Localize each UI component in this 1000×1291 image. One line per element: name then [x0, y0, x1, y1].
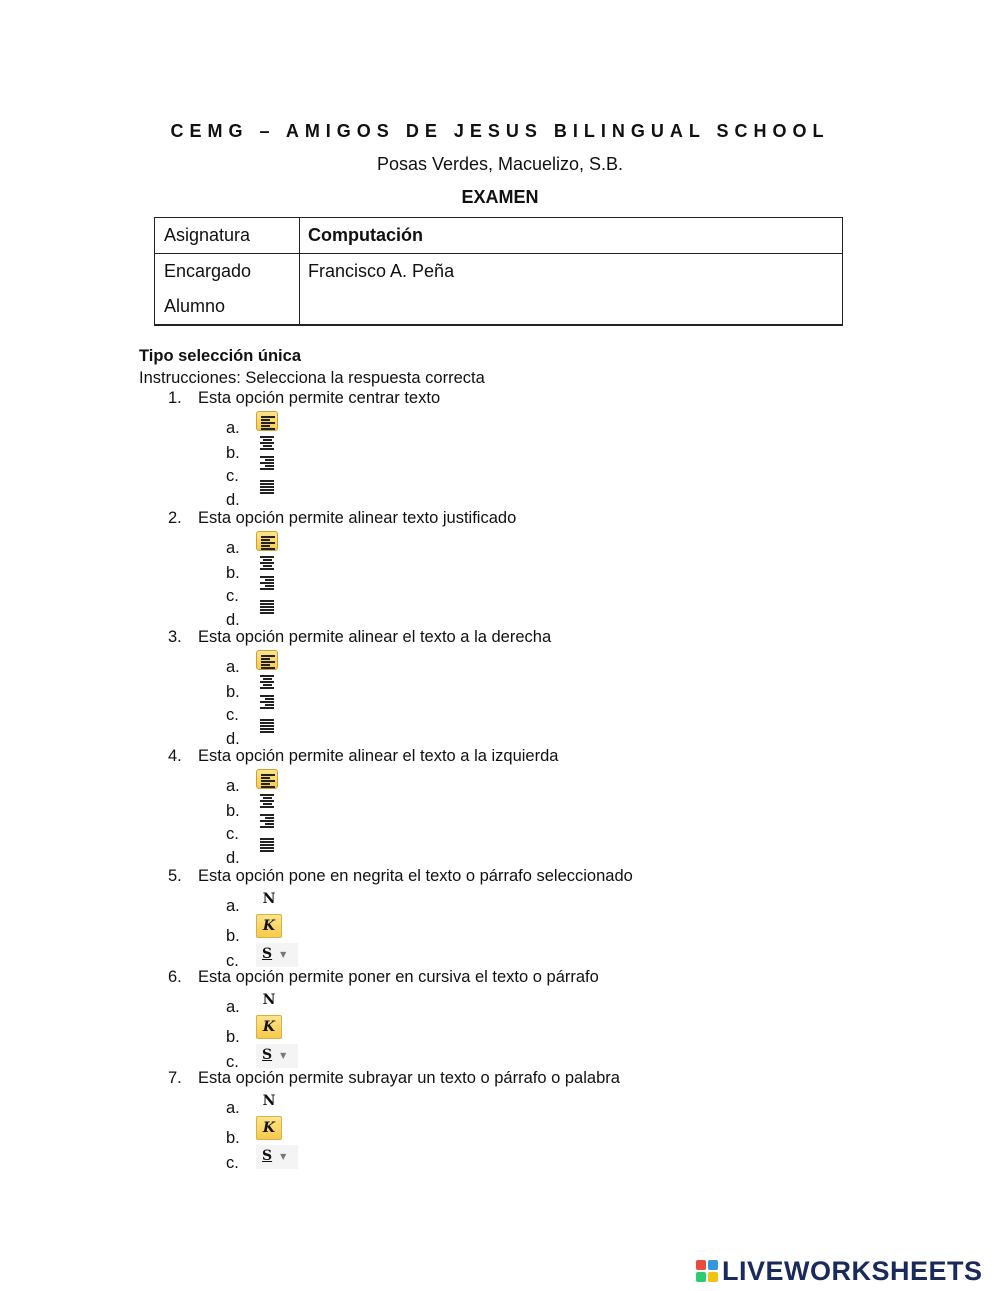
- align-center-icon[interactable]: [256, 671, 278, 691]
- option-label[interactable]: c.: [226, 1053, 239, 1071]
- justify-icon[interactable]: [256, 596, 278, 616]
- align-center-icon[interactable]: [256, 432, 278, 452]
- option-label[interactable]: b.: [226, 927, 240, 945]
- student-label: Alumno: [164, 296, 226, 316]
- underline-icon[interactable]: S ▼: [256, 1145, 298, 1169]
- underline-icon[interactable]: S ▼: [256, 1044, 298, 1068]
- option-label[interactable]: c.: [226, 467, 239, 485]
- option-label[interactable]: d.: [226, 611, 240, 629]
- option-label[interactable]: c.: [226, 825, 239, 843]
- align-left-icon[interactable]: [256, 411, 278, 431]
- question-text: Esta opción pone en negrita el texto o párrafo seleccionado: [198, 867, 633, 885]
- question-text: Esta opción permite poner en cursiva el texto o párrafo: [198, 968, 599, 986]
- option-label[interactable]: a.: [226, 897, 240, 915]
- option-label[interactable]: b.: [226, 564, 240, 582]
- option-label[interactable]: a.: [226, 658, 240, 676]
- option-label[interactable]: c.: [226, 952, 239, 970]
- question-number: 7.: [168, 1069, 182, 1087]
- question-6: [168, 968, 599, 987]
- question-1: [168, 389, 440, 408]
- question-number: 5.: [168, 867, 182, 885]
- align-right-icon[interactable]: [256, 691, 278, 711]
- subject-value: Computación: [308, 225, 423, 245]
- question-7: [168, 1069, 620, 1088]
- subject-label: Asignatura: [164, 225, 251, 245]
- italic-icon[interactable]: K: [256, 914, 282, 938]
- align-center-icon[interactable]: [256, 552, 278, 572]
- question-text: Esta opción permite centrar texto: [198, 389, 441, 407]
- option-label[interactable]: c.: [226, 587, 239, 605]
- dropdown-caret-icon[interactable]: ▼: [280, 949, 287, 959]
- option-label[interactable]: b.: [226, 683, 240, 701]
- question-text: Esta opción permite subrayar un texto o párrafo o palabra: [198, 1069, 620, 1087]
- question-number: 3.: [168, 628, 182, 646]
- option-label[interactable]: a.: [226, 1099, 240, 1117]
- option-label[interactable]: c.: [226, 706, 239, 724]
- option-label[interactable]: a.: [226, 998, 240, 1016]
- question-number: 1.: [168, 389, 182, 407]
- dropdown-caret-icon[interactable]: ▼: [280, 1050, 287, 1060]
- option-label[interactable]: b.: [226, 444, 240, 462]
- dropdown-caret-icon[interactable]: ▼: [280, 1151, 287, 1161]
- school-location: Posas Verdes, Macuelizo, S.B.: [376, 154, 624, 174]
- align-right-icon[interactable]: [256, 810, 278, 830]
- underline-icon[interactable]: S ▼: [256, 943, 298, 967]
- align-left-icon[interactable]: [256, 769, 278, 789]
- school-name: CEMG – AMIGOS DE JESUS BILINGUAL SCHOOL: [170, 121, 830, 141]
- option-label[interactable]: a.: [226, 539, 240, 557]
- logo-blocks-icon: [696, 1260, 718, 1282]
- bold-icon[interactable]: N: [262, 992, 276, 1008]
- option-label[interactable]: c.: [226, 1154, 239, 1172]
- justify-icon[interactable]: [256, 715, 278, 735]
- bold-icon[interactable]: N: [262, 891, 276, 907]
- liveworksheets-logo: [696, 1256, 983, 1286]
- align-left-icon[interactable]: [256, 650, 278, 670]
- teacher-value: Francisco A. Peña: [308, 261, 455, 281]
- italic-icon[interactable]: K: [256, 1116, 282, 1140]
- align-right-icon[interactable]: [256, 572, 278, 592]
- info-table: [154, 217, 843, 326]
- italic-icon[interactable]: K: [256, 1015, 282, 1039]
- option-label[interactable]: d.: [226, 849, 240, 867]
- question-5: [168, 867, 633, 886]
- justify-icon[interactable]: [256, 834, 278, 854]
- teacher-label: Encargado: [164, 261, 252, 281]
- option-label[interactable]: b.: [226, 1028, 240, 1046]
- question-3: [168, 628, 551, 647]
- option-label[interactable]: a.: [226, 777, 240, 795]
- option-label[interactable]: d.: [226, 491, 240, 509]
- option-label[interactable]: b.: [226, 1129, 240, 1147]
- question-number: 2.: [168, 509, 182, 527]
- option-label[interactable]: a.: [226, 419, 240, 437]
- question-4: [168, 747, 558, 766]
- align-right-icon[interactable]: [256, 452, 278, 472]
- question-number: 4.: [168, 747, 182, 765]
- option-label[interactable]: d.: [226, 730, 240, 748]
- exam-title: EXAMEN: [461, 187, 539, 207]
- section-title: Tipo selección única: [139, 347, 301, 365]
- justify-icon[interactable]: [256, 476, 278, 496]
- question-text: Esta opción permite alinear el texto a la izquierda: [198, 747, 559, 765]
- student-input[interactable]: [308, 296, 828, 318]
- option-label[interactable]: b.: [226, 802, 240, 820]
- align-center-icon[interactable]: [256, 790, 278, 810]
- bold-icon[interactable]: N: [262, 1093, 276, 1109]
- align-left-icon[interactable]: [256, 531, 278, 551]
- question-number: 6.: [168, 968, 182, 986]
- question-text: Esta opción permite alinear texto justificado: [198, 509, 517, 527]
- question-2: [168, 509, 516, 528]
- question-text: Esta opción permite alinear el texto a la derecha: [198, 628, 552, 646]
- instructions: Instrucciones: Selecciona la respuesta correcta: [139, 369, 485, 387]
- logo-text: LIVEWORKSHEETS: [722, 1255, 983, 1286]
